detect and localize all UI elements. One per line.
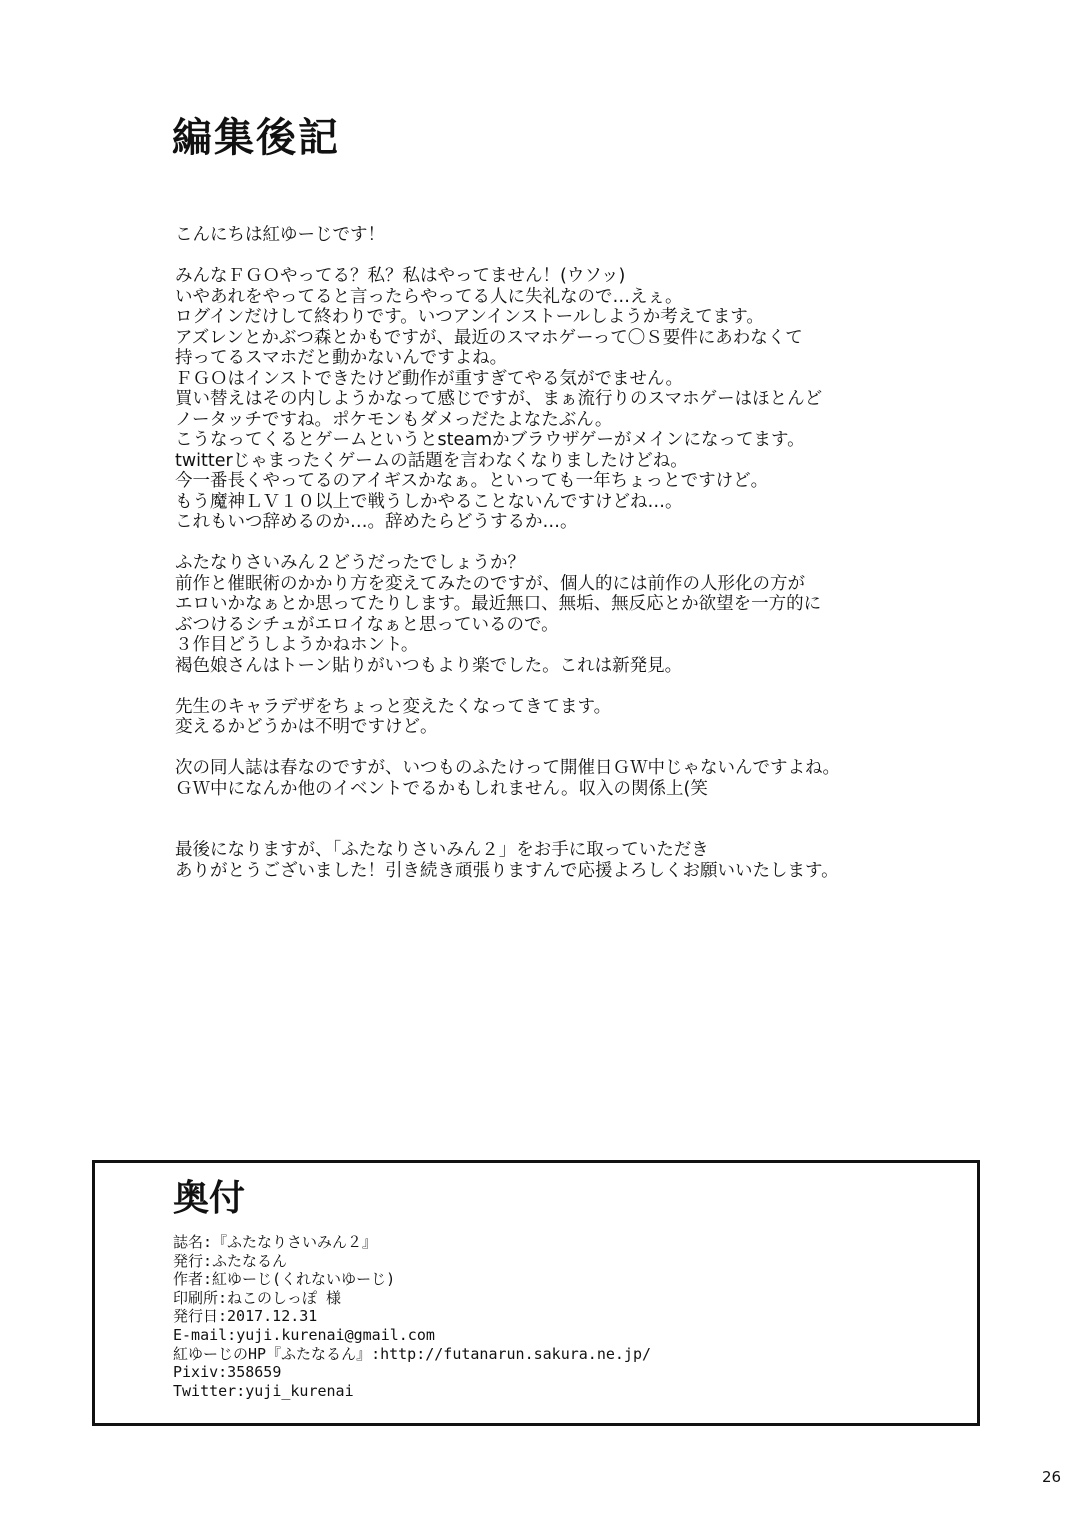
colophon-details [173,1233,651,1400]
paragraph-greeting [175,225,975,246]
text-line: 変えるかどうかは不明ですけど。 [175,717,438,737]
text-line: 褐色娘さんはトーン貼りがいつもより楽でした。これは新発見。 [175,655,683,676]
text-line: 最後になりますが、「ふたなりさいみん２」をお手に取っていただき [175,840,709,860]
colophon-title: 奥付 [173,1178,246,1219]
text-line: ふたなりさいみん２どうだったでしょうか？ [175,553,525,573]
text-line: みんなＦＧＯやってる？私？私はやってません！(ウソッ) [175,266,626,286]
text-line: エロいかなぁとか思ってたりします。最近無口、無垢、無反応とか欲望を一方的に [175,594,822,614]
text-line: ぶつけるシチュがエロイなぁと思っているので。 [175,614,559,635]
colophon-printer: 印刷所:ねこのしっぽ 様 [173,1288,342,1307]
text-line: アズレンとかぶつ森とかもですが、最近のスマホゲーって〇Ｓ要件にあわなくて [175,327,803,348]
colophon-date: 発行日:2017.12.31 [173,1307,318,1326]
text-line: もう魔神ＬＶ１０以上で戦うしかやることないんですけどね…。 [175,491,683,512]
text-line: ＦＧＯはインストできたけど動作が重すぎてやる気がでません。 [175,368,684,389]
text-line: いやあれをやってると言ったらやってる人に失礼なので…えぇ。 [175,286,683,307]
colophon-book-title: 誌名:『ふたなりさいみん２』 [173,1233,378,1251]
text-line: ログインだけして終わりです。いつアンインストールしようか考えてます。 [175,307,764,327]
text-line: twitterじゃまったくゲームの話題を言わなくなりましたけどね。 [175,450,688,471]
colophon-box [92,1160,980,1426]
paragraph-next-event [175,758,975,799]
text-line: これもいつ辞めるのか…。辞めたらどうするか…。 [175,512,578,532]
text-line: 買い替えはその内しようかなって感じですが、まぁ流行りのスマホゲーはほとんど [175,389,823,409]
text-line: 次の同人誌は春なのですが、いつものふたけって開催日ＧＷ中じゃないんですよね。 [175,758,840,778]
text-line: ＧＷ中になんか他のイベントでるかもしれません。収入の関係上(笑 [175,778,708,799]
afterword-body [175,225,975,902]
text-line: 前作と催眠術のかかり方を変えてみたのですが、個人的には前作の人形化の方が [175,573,805,594]
text-line: 今一番長くやってるのアイギスかなぁ。といっても一年ちょっとですけど。 [175,471,769,491]
text-line: ありがとうございました！引き続き頑張りますんで応援よろしくお願いいたします。 [175,860,839,881]
colophon-pixiv: Pixiv:358659 [173,1363,282,1382]
text-line: こうなってくるとゲームというとsteamかブラウザゲーがメインになってます。 [175,430,805,450]
colophon-email: E-mail:yuji.kurenai@gmail.com [173,1325,435,1344]
paragraph-character-design [175,697,975,738]
text-line: ノータッチですね。ポケモンもダメっだたよなたぶん。 [175,409,613,430]
text-line: こんにちは紅ゆーじです！ [175,225,385,245]
text-line: ３作目どうしようかねホント。 [175,635,419,655]
colophon-twitter: Twitter:yuji_kurenai [173,1381,354,1400]
paragraph-closing [175,840,975,881]
colophon-author: 作者:紅ゆーじ(くれないゆーじ) [173,1270,396,1289]
text-line: 先生のキャラデザをちょっと変えたくなってきてます。 [175,696,612,717]
afterword-title: 編集後記 [172,115,340,161]
paragraph-games [175,266,975,533]
colophon-publisher: 発行:ふたなるん [173,1251,288,1270]
text-line: 持ってるスマホだと動かないんですよね。 [175,348,508,368]
paragraph-book-review [175,553,975,676]
page-number: 26 [1042,1468,1062,1486]
colophon-homepage: 紅ゆーじのHP『ふたなるん』:http://futanarun.sakura.ne.jp/ [173,1344,652,1363]
